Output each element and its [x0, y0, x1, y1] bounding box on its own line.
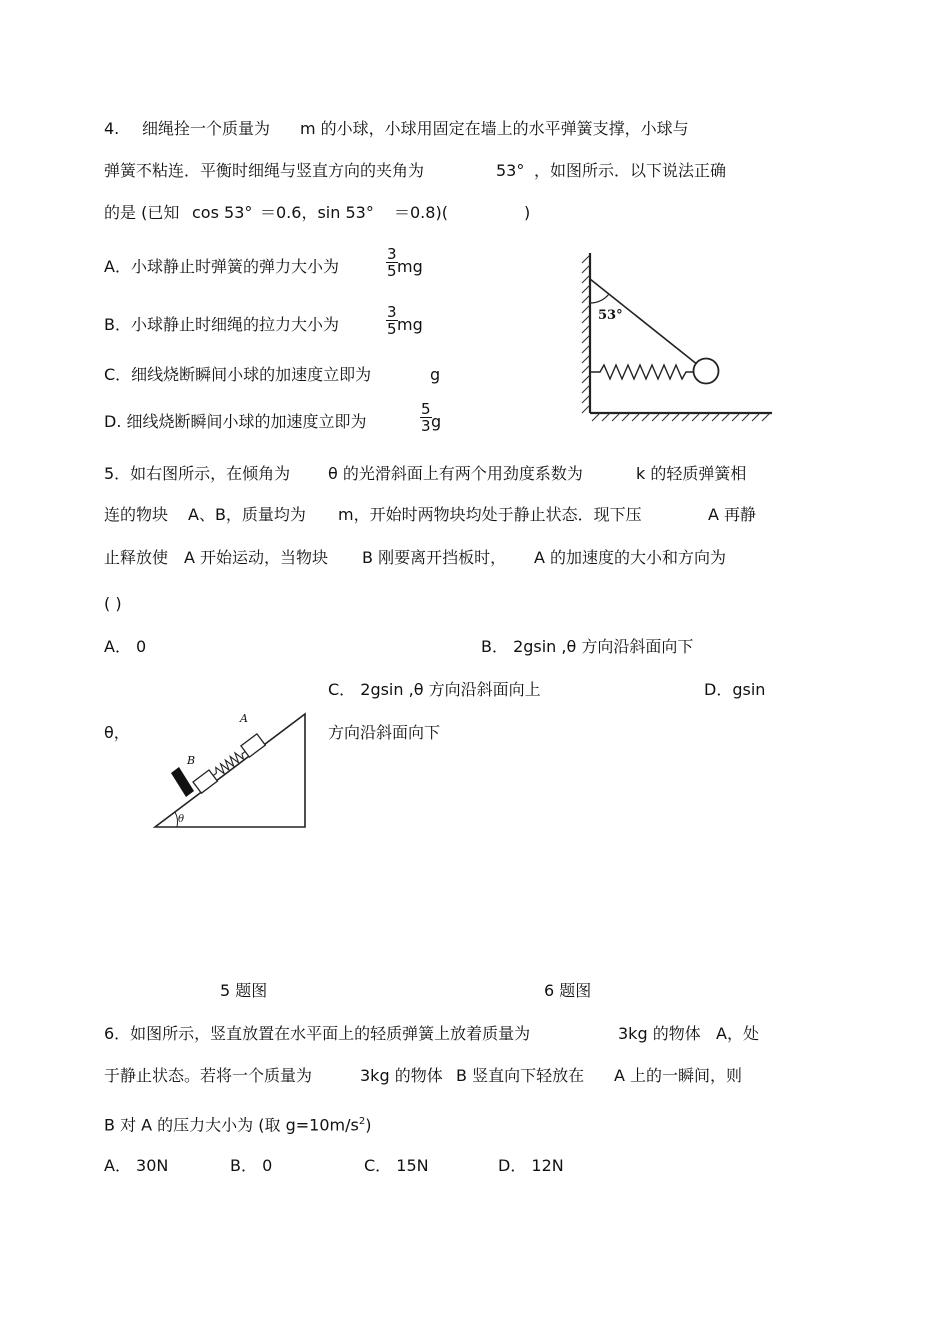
fraction	[420, 401, 432, 434]
q6-text: A 上的一瞬间，则	[614, 1066, 743, 1085]
q5-text: A 开始运动，当物块	[184, 548, 329, 567]
q5-text: θ 的光滑斜面上有两个用劲度系数为	[328, 464, 583, 483]
q5-text: B 刚要离开挡板时，	[362, 548, 507, 567]
q5-option-b: B． 2gsin ,θ 方向沿斜面向下	[481, 637, 694, 656]
numerator: 3	[387, 303, 397, 321]
q4-text: )	[524, 203, 531, 222]
denominator: 5	[387, 262, 397, 280]
numerator: 3	[387, 245, 397, 263]
denominator: 3	[421, 417, 431, 435]
angle-label: 53°	[598, 308, 623, 323]
option-value: g	[430, 365, 441, 384]
option-label: D. 细线烧断瞬间小球的加速度立即为	[104, 412, 367, 431]
q6-option-a: A． 30N	[104, 1156, 169, 1175]
stopper-plate	[171, 767, 194, 797]
caption-5: 5 题图	[220, 981, 268, 1000]
q5-text: 连的物块	[104, 505, 169, 524]
q5-option-c: C． 2gsin ,θ 方向沿斜面向上	[328, 680, 541, 699]
q5-text: A 再静	[708, 505, 757, 524]
option-label: A．小球静止时弹簧的弹力大小为	[104, 257, 339, 276]
q4-text: ，如图所示．以下说法正确	[534, 161, 727, 180]
answer-paren: ( )	[104, 594, 122, 613]
q5-option-d-direction: 方向沿斜面向下	[328, 723, 441, 742]
q4-text: cos 53°	[192, 203, 253, 222]
q6-text: B 竖直向下轻放在	[456, 1066, 585, 1085]
fraction	[386, 246, 398, 279]
q6-text: B 对 A 的压力大小为 (取 g=10m/s	[104, 1115, 359, 1135]
q4-text: ＝0.8)(	[394, 203, 448, 222]
denominator: 5	[387, 320, 397, 338]
option-label: C．细线烧断瞬间小球的加速度立即为	[104, 365, 372, 384]
option-label: B．小球静止时细绳的拉力大小为	[104, 315, 339, 334]
q4-text: 的是 (已知	[104, 203, 180, 222]
exponent: 2	[358, 1116, 366, 1127]
q4-figure	[570, 245, 780, 430]
q4-text: 弹簧不粘连．平衡时细绳与竖直方向的夹角为	[104, 161, 425, 180]
block-b-label: B	[187, 754, 196, 767]
unit: g	[431, 412, 442, 431]
q6-text: 6．如图所示，竖直放置在水平面上的轻质弹簧上放着质量为	[104, 1024, 531, 1043]
q6-text: )	[365, 1115, 372, 1135]
caption-6: 6 题图	[544, 981, 592, 1000]
q6-option-d: D． 12N	[498, 1156, 564, 1175]
q6-line3	[104, 1112, 371, 1135]
unit: mg	[397, 315, 423, 334]
q5-text: A、B，质量均为	[188, 505, 306, 524]
ball	[694, 359, 719, 384]
q4-text: 细绳拴一个质量为	[142, 119, 271, 138]
q6-text: 于静止状态。若将一个质量为	[104, 1066, 313, 1085]
block-a	[241, 734, 265, 757]
numerator: 5	[421, 400, 431, 418]
q4-text: 4.	[104, 119, 120, 138]
q6-option-c: C． 15N	[364, 1156, 429, 1175]
q5-text: k 的轻质弹簧相	[636, 464, 747, 483]
q5-figure	[150, 708, 310, 833]
q6-text: A，处	[716, 1024, 759, 1043]
unit: mg	[397, 257, 423, 276]
q5-option-d-theta: θ，	[104, 723, 130, 742]
q6-text: 3kg 的物体	[360, 1066, 443, 1085]
q4-text: ＝0.6，sin 53°	[260, 203, 374, 222]
q6-option-b: B． 0	[230, 1156, 273, 1175]
q5-text: m，开始时两物块均处于静止状态．现下压	[338, 505, 642, 524]
q4-text: 53°	[496, 161, 525, 180]
theta-label: θ	[178, 814, 185, 825]
q6-text: 3kg 的物体	[618, 1024, 701, 1043]
q4-text: m 的小球，小球用固定在墙上的水平弹簧支撑，小球与	[300, 119, 689, 138]
q5-text: 止释放使	[104, 548, 169, 567]
q5-text: 5．如右图所示，在倾角为	[104, 464, 291, 483]
q5-option-d: D．gsin	[704, 680, 766, 699]
fraction	[386, 304, 398, 337]
block-b	[193, 770, 217, 793]
block-a-label: A	[240, 712, 248, 725]
q5-text: A 的加速度的大小和方向为	[534, 548, 727, 567]
q5-option-a: A． 0	[104, 637, 147, 656]
